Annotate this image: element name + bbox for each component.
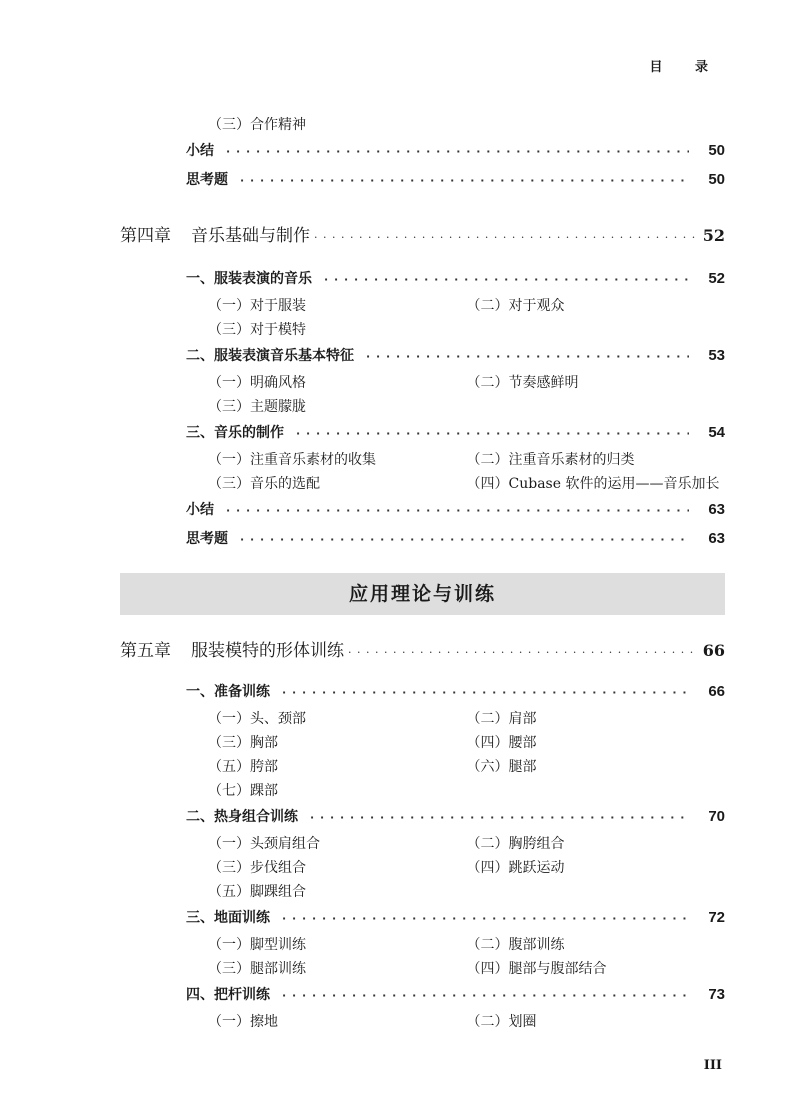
toc-questions-entry[interactable] [120,165,725,194]
dot-leader [240,525,689,554]
toc-summary-entry[interactable] [120,495,725,524]
toc-subitem: （二）肩部 [466,711,537,727]
entry-label: 小结 [186,502,214,518]
section-page: 54 [708,424,725,441]
subitem-row [120,730,725,754]
section-label: 四、把杆训练 [186,987,270,1003]
toc-subitem: （二）腹部训练 [466,937,565,953]
toc-section-entry[interactable] [120,677,725,706]
subitem-row [120,956,725,980]
entry-label: 小结 [186,143,214,159]
toc-subitem: （一）头、颈部 [208,711,306,727]
toc-subitem: （二）注重音乐素材的归类 [466,452,635,468]
running-header: 目 录 [649,60,722,75]
toc-subitem: （一）脚型训练 [208,937,306,953]
subitem-row [120,706,725,730]
chapter-page: 66 [702,641,725,660]
chapter-5-entry[interactable] [120,631,725,671]
entry-page: 50 [708,171,725,188]
subitem-row [120,855,725,879]
toc-subitem: （一）头颈肩组合 [208,836,320,852]
entry-page: 63 [708,501,725,518]
dot-leader [240,166,689,195]
entry-label: 思考题 [186,172,228,188]
toc-subitem: （六）腿部 [466,759,537,775]
toc-subitem: （二）胸胯组合 [466,836,565,852]
dot-leader [226,137,689,166]
part-banner: 应用理论与训练 [120,573,725,615]
chapter-number: 第五章 [120,641,171,661]
chapter-number: 第四章 [120,226,171,246]
subitem-row [120,879,725,903]
toc-questions-entry[interactable] [120,524,725,553]
toc-subitem: （三）步伐组合 [208,860,306,876]
entry-page: 63 [708,530,725,547]
chapter-page: 52 [702,226,725,245]
subitem-row [120,370,725,394]
section-label: 二、热身组合训练 [186,809,298,825]
dot-leader [324,265,689,294]
subitem-row [120,778,725,802]
chapter-title: 服装模特的形体训练 [191,641,344,661]
section-label: 一、准备训练 [186,684,270,700]
section-label: 一、服装表演的音乐 [186,271,312,287]
toc-subitem: （七）踝部 [208,783,278,799]
entry-page: 50 [708,142,725,159]
entry-label: 思考题 [186,531,228,547]
toc-section-entry[interactable] [120,341,725,370]
subitem-row [120,317,725,341]
dot-leader [366,342,689,371]
toc-subitem: （一）明确风格 [208,375,306,391]
toc-subitem: （五）脚踝组合 [208,884,306,900]
toc-content [120,112,725,1033]
dot-leader [314,218,699,258]
dot-leader [310,803,689,832]
subitem-row [120,754,725,778]
section-page: 66 [708,683,725,700]
toc-subitem: （二）对于观众 [466,298,565,314]
subitem-row [120,1009,725,1033]
section-page: 52 [708,270,725,287]
dot-leader [282,678,689,707]
section-page: 70 [708,808,725,825]
toc-subitem: （四）腰部 [466,735,537,751]
subitem-row [120,447,725,471]
toc-section-entry[interactable] [120,903,725,932]
toc-subitem: （三）胸部 [208,735,278,751]
toc-subitem: （四）跳跃运动 [466,860,565,876]
toc-subitem: （一）对于服装 [208,298,306,314]
toc-subitem: （三）腿部训练 [208,961,306,977]
dot-leader [226,496,689,525]
dot-leader [348,633,699,673]
section-label: 二、服装表演音乐基本特征 [186,348,354,364]
section-label: 三、地面训练 [186,910,270,926]
chapter-4-entry[interactable] [120,216,725,256]
toc-section-entry[interactable] [120,980,725,1009]
toc-subitem: （三）主题朦胧 [208,399,306,415]
subitem-row [120,932,725,956]
toc-subitem: （二）节奏感鲜明 [466,375,579,391]
toc-subitem: （三）合作精神 [208,117,306,133]
toc-subitem: （五）胯部 [208,759,278,775]
toc-subitem: （三）音乐的选配 [208,476,320,492]
toc-subitem: （二）划圈 [466,1014,537,1030]
subitem-row [120,394,725,418]
toc-section-entry[interactable] [120,802,725,831]
chapter-title: 音乐基础与制作 [191,226,310,246]
toc-subitem: （一）注重音乐素材的收集 [208,452,376,468]
toc-summary-entry[interactable] [120,136,725,165]
section-label: 三、音乐的制作 [186,425,284,441]
chapter-label [120,631,344,671]
page-number: III [703,1058,722,1073]
toc-subitem: （一）擦地 [208,1014,278,1030]
subitem-row [120,831,725,855]
section-page: 53 [708,347,725,364]
section-page: 72 [708,909,725,926]
dot-leader [282,904,689,933]
dot-leader [296,419,689,448]
section-page: 73 [708,986,725,1003]
toc-subitem: （三）对于模特 [208,322,306,338]
dot-leader [282,981,689,1010]
subitem-row [120,293,725,317]
toc-section-entry[interactable] [120,264,725,293]
toc-subitem: （四）腿部与腹部结合 [466,961,607,977]
subitem-row [120,471,725,495]
chapter-label [120,216,310,256]
toc-subitem: （四）Cubase 软件的运用——音乐加长 [466,476,720,492]
toc-section-entry[interactable] [120,418,725,447]
